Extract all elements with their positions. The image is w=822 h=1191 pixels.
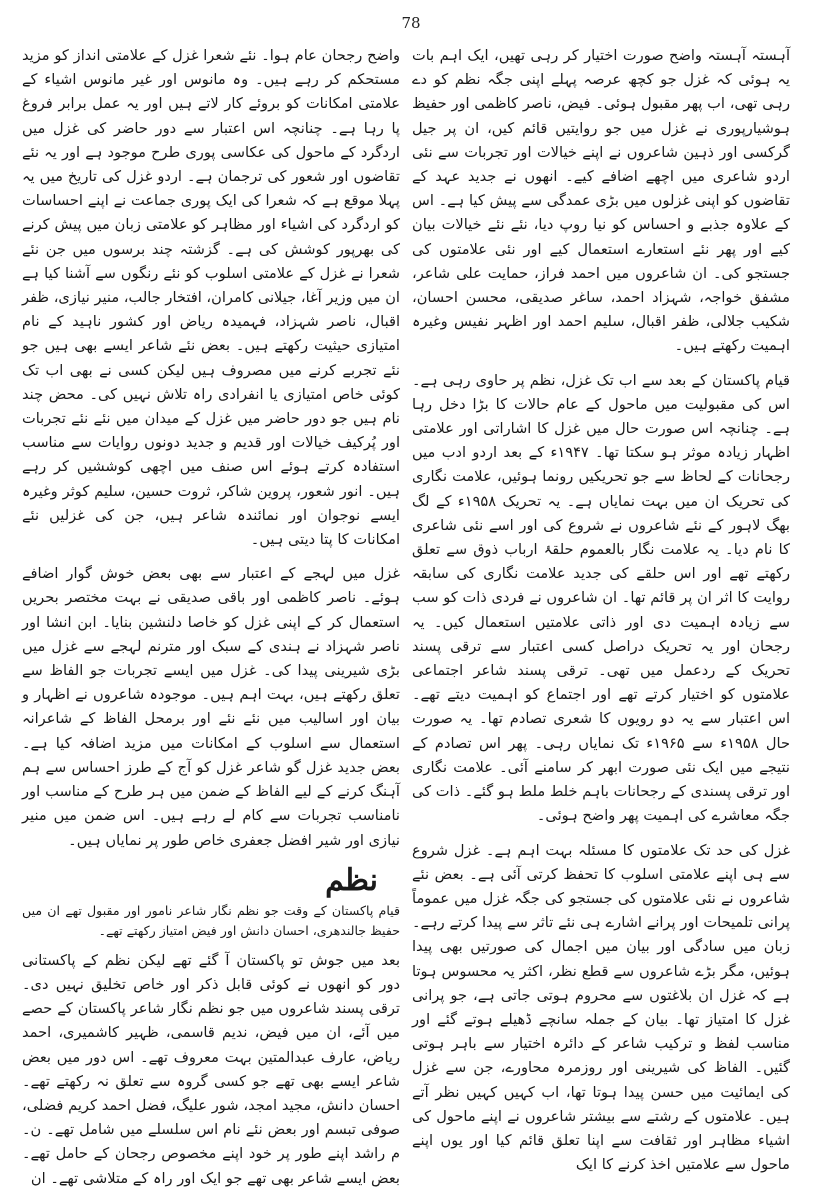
left-paragraph-1: واضح رجحان عام ہوا۔ نئے شعرا غزل کے علامتی انداز کو مزید مستحکم کر رہے ہیں۔ وہ مانوس اور غیر مانوس اشیاء کے علامتی امکانات کو بروئے کار لاتے ہیں اور یہ عمل برابر فروغ پا رہا ہے۔ چنانچہ اس اعتبار سے دور حاضر کی غزل میں اردگرد کے ماحول کی عکاسی پوری طرح موجود ہے اور یہ نئے تقاضوں اور شعور کی ترجمان ہے۔ اردو غزل کی تاریخ میں یہ پہلا موقع ہے کہ شعرا کی ایک پوری جماعت نے اپنے احساسات کو اردگرد کی اشیاء اور مظاہر کو علامتی زبان میں پیش کرنے کی بھرپور کوشش کی ہے۔ گزشتہ چند برسوں میں جن نئے شعرا نے غزل کے علامتی اسلوب کو نئے رنگوں سے آشنا کیا ہے ان میں وزیر آغا، جیلانی کامران، افتخار جالب، منیر نیازی، ظفر اقبال، ناصر شہزاد، فہمیدہ ریاض اور کشور ناہید کے نام امتیازی حیثیت رکھتے ہیں۔ بعض نئے شاعر ایسے بھی ہیں جو نئے تجربے کرنے میں مصروف ہیں لیکن کسی نے بھی اب تک کوئی خاص امتیازی یا انفرادی راہ تلاش نہیں کی۔ محض چند نام ہیں جو دور حاضر میں غزل کے میدان میں نئے نئے تجربات اور پُرکیف خیالات اور قدیم و جدید دونوں روایات سے مناسب استفادہ کرتے ہوئے اس صنف میں اچھی کوششیں کر رہے ہیں۔ انور شعور، پروین شاکر، ثروت حسین، سلیم کوثر وغیرہ ایسے نوجوان اور نمائندہ شاعر ہیں، جن کی غزلیں نئے امکانات کا پتا دیتی ہیں۔	[22, 47, 400, 549]
section-heading-nazm: نظم	[325, 862, 378, 898]
left-column	[22, 44, 400, 1187]
right-paragraph-2: قیام پاکستان کے بعد سے اب تک غزل، نظم پر حاوی رہی ہے۔ اس کی مقبولیت میں ماحول کے عام حالات کا بڑا دخل رہا ہے۔ چنانچہ اس صورت حال میں غزل کا اشاراتی اور علامتی اظہار زیادہ موثر ہو سکتا تھا۔ ۱۹۴۷ء کے بعد اردو ادب میں رجحانات کے لحاظ سے جو تحریکیں رونما ہوئیں، علامت نگاری کی تحریک ان میں بہت نمایاں ہے۔ یہ تحریک ۱۹۵۸ء کے لگ بھگ لاہور کے نئے شاعروں نے شروع کی اور اسے نئی شاعری کا نام دیا۔ یہ علامت نگار بالعموم حلقۂ ارباب ذوق سے تعلق رکھتے تھے اور اس حلقے کی جدید علامت نگاری کی سابقہ روایت کا اثر ان پر قائم تھا۔ ان شاعروں نے فردی ذات کو سب سے زیادہ اہمیت دی اور ذاتی علامتیں استعمال کیں۔ یہ رجحان اور یہ تحریک دراصل کسی اعتبار سے ترقی پسند تحریک کے ردعمل میں تھی۔ ترقی پسند شاعر اجتماعی علامتوں کو اختیار کرتے تھے اور اجتماع کو اہمیت دیتے تھے۔ اس اعتبار سے یہ دو رویوں کا شعری تصادم تھا۔ یہ صورت حال ۱۹۵۸ء سے ۱۹۶۵ء تک نمایاں رہی۔ پھر اس تصادم کے نتیجے میں ایک نئی صورت ابھر کر سامنے آئی۔ علامت نگاری اور ترقی پسندی کے رجحانات باہم خلط ملط ہو گئے۔ ذات کی جگہ معاشرے کی اہمیت پھر واضح ہوئی۔	[412, 371, 791, 825]
section-note: قیام پاکستان کے وقت جو نظم نگار شاعر نامور اور مقبول تھے ان میں حفیظ جالندھری، احسان دانش اور فیض امتیاز رکھتے تھے۔	[22, 902, 400, 938]
section-heading-row	[22, 863, 400, 899]
left-paragraph-2: غزل میں لہجے کے اعتبار سے بھی بعض خوش گوار اضافے ہوئے۔ ناصر کاظمی اور باقی صدیقی نے بہت مختصر بحریں استعمال کر کے اپنی غزل کو خاصا دلنشین بنایا۔ ابن انشا اور ناصر شہزاد نے ہندی کے سبک اور مترنم لہجے سے غزل میں بڑی شیرینی پیدا کی۔ غزل میں ایسے تجربات جو الفاظ سے تعلق رکھتے ہیں، بہت اہم ہیں۔ موجودہ شاعروں نے اظہار و بیان اور اسالیب میں نئے نئے اور برمحل الفاظ کے شاعرانہ استعمال سے اسلوب کے امکانات میں مزید اضافہ کیا ہے۔ بعض جدید غزل گو شاعر غزل کو آج کے طرز احساس سے ہم آہنگ کرنے کے لیے الفاظ کے ضمن میں ہر طرح کے مناسب اور نامناسب تجربات سے کام لے رہے ہیں۔ اس ضمن میں منیر نیازی اور شیر افضل جعفری خاص طور پر نمایاں ہیں۔	[22, 565, 400, 849]
right-paragraph-3: غزل کی حد تک علامتوں کا مسئلہ بہت اہم ہے۔ غزل شروع سے ہی اپنے علامتی اسلوب کا تحفظ کرتی آئی ہے۔ بعض نئے شاعروں نے نئی علامتوں کی جستجو کی جگہ غزل میں عموماً پرانی تلمیحات اور پرانے اشارے ہی نئے تاثر سے پیدا کرتے رہے۔ زبان میں سادگی اور بیان میں اجمال کی صورتیں بھی پیدا ہوئیں، مگر بڑے شاعروں سے قطع نظر، اکثر یہ محسوس ہوتا ہے کہ غزل ان بلاغتوں سے محروم ہوتی جاتی ہے، جو پرانی غزل کا امتیاز تھا۔ بیان کے جملہ سانچے ڈھیلے ہوتے گئے اور مناسب لفظ و ترکیب شاعر کے دائرہ اختیار سے باہر ہوتی گئیں۔ الفاظ کی شیرینی اور روزمرہ محاورے، جن سے غزل کی ایمائیت میں حسن پیدا ہوتا تھا، اب کہیں کہیں نظر آتے ہیں۔ علامتوں کے رشتے سے بیشتر شاعروں نے اپنے ماحول کی اشیاء مظاہر اور ثقافت سے اپنا تعلق قائم کیا اور یوں اپنے ماحول سے علامتیں اخذ کرنے کا ایک	[412, 841, 790, 1174]
right-paragraph-1: آہستہ آہستہ واضح صورت اختیار کر رہی تھیں، ایک اہم بات یہ ہوئی کہ غزل جو کچھ عرصہ پہلے اپنی جگہ نظم کو دے رہی تھی، اب پھر مقبول ہوئی۔ فیض، ناصر کاظمی اور حفیظ ہوشیارپوری نے غزل میں جو روایتیں قائم کیں، ان پر جیل گرکسی اور ذہین شاعروں نے اپنے خیالات اور تجربات سے نئی اردو شاعری میں اچھے اضافے کیے۔ انھوں نے جدید عہد کے تقاضوں کو اپنی غزلوں میں بڑی عمدگی سے پیش کیا ہے۔ اس کے علاوہ جذبے و احساس کو نیا روپ دیا، نئے نئے خیالات بیان کیے اور پھر نئے استعارے استعمال کیے اور نئی علامتوں کی جستجو کی۔ ان شاعروں میں احمد فراز، حمایت علی شاعر، مشفق خواجہ، شہزاد احمد، ساغر صدیقی، محسن احسان، شکیب جلالی، ظفر اقبال، سلیم احمد اور اظہر نفیس وغیرہ اہمیت رکھتے ہیں۔	[412, 47, 790, 355]
left-paragraph-3: بعد میں جوش تو پاکستان آ گئے تھے لیکن نظم کے پاکستانی دور کو انھوں نے کوئی قابل ذکر اور خاص تخلیق نہیں دی۔ ترقی پسند شاعروں میں جو نظم نگار شاعر پاکستان کے حصے میں آئے، ان میں فیض، ندیم قاسمی، ظہیر کاشمیری، احمد ریاض، عارف عبدالمتین بہت معروف تھے۔ اس دور میں بعض شاعر ایسے بھی تھے جو کسی گروہ سے تعلق نہ رکھتے تھے۔ احسان دانش، مجید امجد، شور علیگ، فضل احمد کریم فضلی، صوفی تبسم اور بعض نئے نام اس سلسلے میں شامل تھے۔ ن۔م راشد اپنے طور پر خود اپنے مخصوص رجحان کے حامل تھے۔ بعض ایسے شاعر بھی تھے جو ایک اور راہ کے متلاشی تھے۔ ان	[22, 951, 400, 1187]
page-number: 78	[401, 14, 421, 32]
right-column	[412, 44, 791, 1174]
